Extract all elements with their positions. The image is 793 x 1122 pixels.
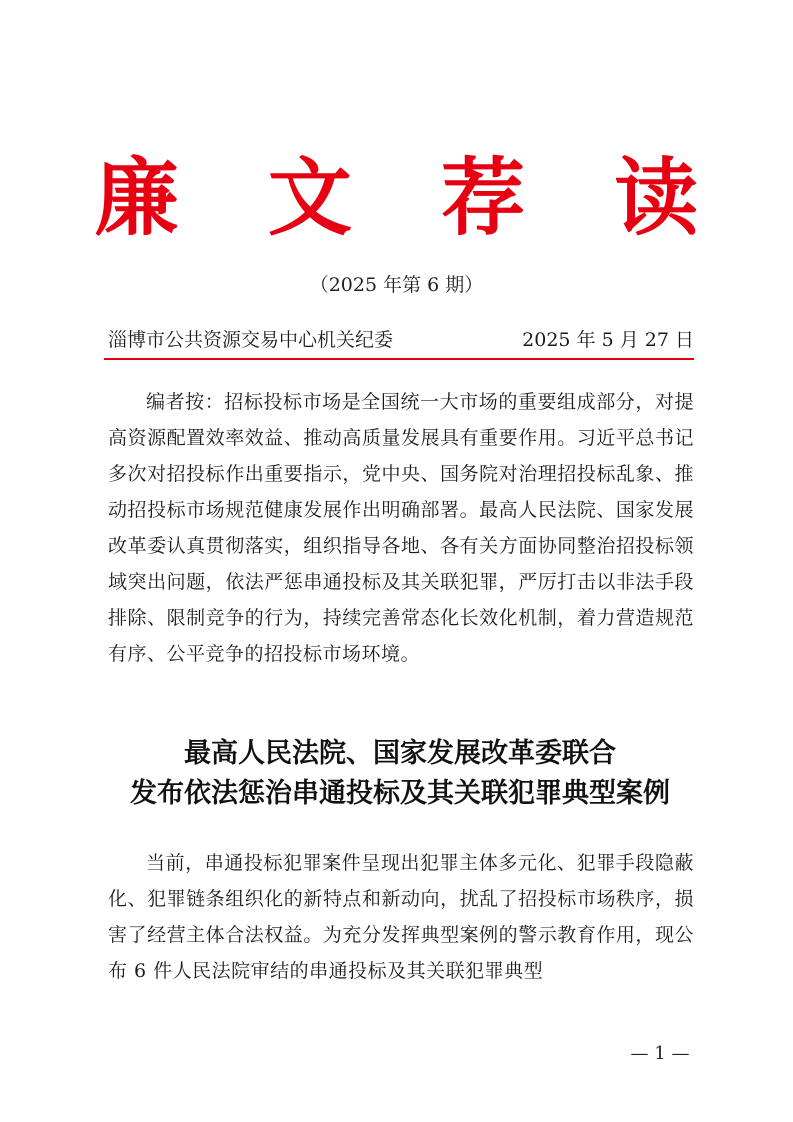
article-title-line-1: 最高人民法院、国家发展改革委联合	[184, 738, 616, 769]
editor-note: 编者按：招标投标市场是全国统一大市场的重要组成部分，对提高资源配置效率效益、推动高质量发展具有重要作用。习近平总书记多次对招投标作出重要指示，党中央、国务院对治理招投标乱象、推动招投标市场规范健康发展作出明确部署。最高人民法院、国家发展改革委认真贯彻落实，组织指导各地、各有关方面协同整治招投标领域突出问题，依法严惩串通投标及其关联犯罪，严厉打击以非法手段排除、限制竞争的行为，持续完善常态化长效化机制，着力营造规范有序、公平竞争的招投标市场环境。	[108, 391, 694, 665]
header-row	[108, 326, 694, 354]
header-divider	[104, 358, 694, 360]
page-number: — 1 —	[630, 1043, 690, 1064]
article-title-line-2: 发布依法惩治串通投标及其关联犯罪典型案例	[130, 778, 670, 809]
issue-number: （2025 年第 6 期）	[309, 274, 484, 296]
masthead-title: 廉 文 荐 读	[94, 148, 729, 247]
issue-date: 2025 年 5 月 27 日	[522, 329, 694, 351]
issuing-organization: 淄博市公共资源交易中心机关纪委	[108, 329, 394, 351]
article-paragraph: 当前，串通投标犯罪案件呈现出犯罪主体多元化、犯罪手段隐蔽化、犯罪链条组织化的新特点和新动向，扰乱了招投标市场秩序，损害了经营主体合法权益。为充分发挥典型案例的警示教育作用，现公布 6 件人民法院审结的串通投标及其关联犯罪典型	[108, 852, 694, 982]
article-title	[90, 734, 710, 814]
